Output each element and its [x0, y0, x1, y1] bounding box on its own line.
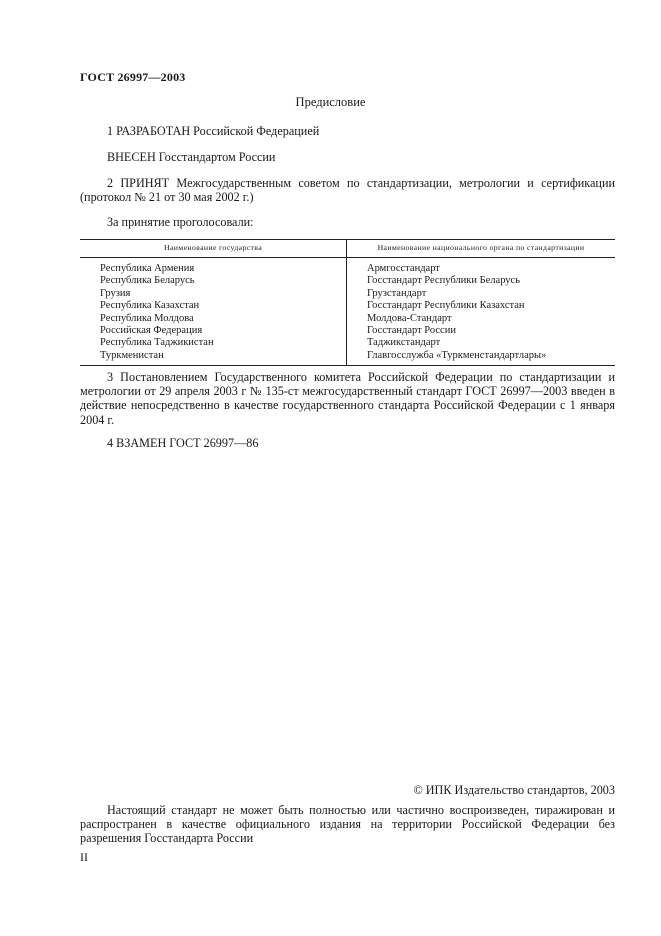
- table-row: [80, 313, 615, 325]
- introduced-by-item: ВНЕСЕН Госстандартом России: [107, 150, 276, 164]
- table-row: [80, 288, 615, 300]
- national-body-name: Молдова-Стандарт: [367, 312, 452, 324]
- page-number: II: [80, 850, 88, 864]
- table-row: [80, 325, 615, 337]
- table-row: [80, 258, 615, 276]
- national-body-name: Главгосслужба «Туркменстандартлары»: [347, 350, 616, 366]
- state-name: Республика Беларусь: [80, 275, 347, 287]
- state-name: Грузия: [80, 288, 347, 300]
- state-name: Республика Таджикистан: [80, 337, 347, 349]
- reproduction-notice: Настоящий стандарт не может быть полностью или частично воспроизведен, тиражирован и распространен в качестве официального издания на территории Российской Федерации без разрешения Госстандарта России: [80, 803, 615, 846]
- replaces-item: 4 ВЗАМЕН ГОСТ 26997—86: [107, 436, 259, 450]
- national-body-name: Госстандарт Республики Беларусь: [367, 275, 521, 287]
- developed-by-item: 1 РАЗРАБОТАН Российской Федерацией: [107, 124, 320, 138]
- state-name: Республика Армения: [80, 258, 347, 276]
- voted-label: За принятие проголосовали:: [107, 215, 254, 229]
- national-body-name: Армгосстандарт: [367, 263, 440, 274]
- national-body-name: Госстандарт Республики Казахстан: [367, 300, 525, 312]
- state-name: Республика Казахстан: [80, 300, 347, 312]
- national-body-name: Госстандарт России: [367, 325, 456, 337]
- column-header-national-body: Наименование национального органа по стандартизации: [347, 240, 616, 258]
- table-header-row: [80, 240, 615, 258]
- table-row: [80, 337, 615, 349]
- state-name: Туркменистан: [80, 350, 347, 366]
- column-header-state: Наименование государства: [80, 240, 347, 258]
- copyright-line: © ИПК Издательство стандартов, 2003: [413, 783, 615, 797]
- preface-title: Предисловие: [295, 95, 366, 109]
- table-row: [80, 350, 615, 366]
- adopted-by-item: 2 ПРИНЯТ Межгосударственным советом по стандартизации, метрологии и сертификации (протокол № 21 от 30 мая 2002 г.): [80, 176, 615, 205]
- standard-code-header: ГОСТ 26997—2003: [80, 70, 186, 84]
- national-body-name: Грузстандарт: [367, 287, 427, 299]
- enactment-item: 3 Постановлением Государственного комитета Российской Федерации по стандартизации и метрологии от 29 апреля 2003 г № 135-ст межгосударственный стандарт ГОСТ 26997—2003 введен в действие непосредственно в качестве государственного стандарта Российской Федерации с 1 января 2004 г.: [80, 370, 615, 427]
- voting-states-table: [80, 239, 615, 366]
- state-name: Республика Молдова: [80, 313, 347, 325]
- national-body-name: Таджикстандарт: [367, 337, 441, 349]
- table-row: [80, 275, 615, 287]
- state-name: Российская Федерация: [80, 325, 347, 337]
- table-row: [80, 300, 615, 312]
